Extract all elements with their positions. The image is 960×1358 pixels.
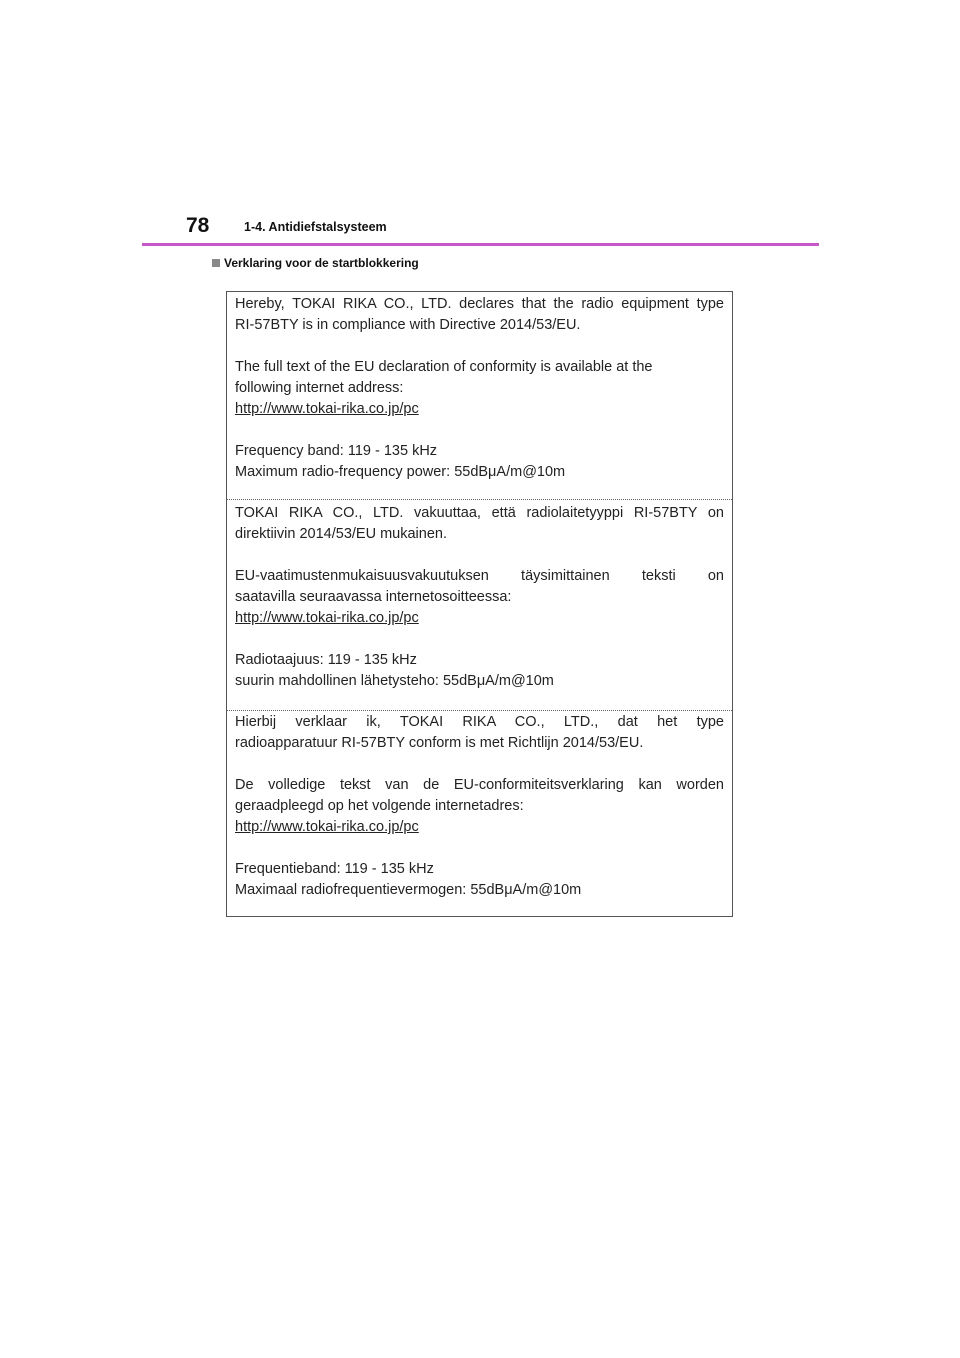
- max-power: Maximum radio-frequency power: 55dBμA/m@10m: [235, 464, 566, 480]
- subheading-text: Verklaring voor de startblokkering: [224, 256, 419, 270]
- declaration-availability: [235, 775, 724, 838]
- page-number: 78: [186, 214, 210, 237]
- declaration-url-link[interactable]: http://www.tokai-rika.co.jp/pc: [235, 610, 419, 626]
- text-line: following internet address:: [235, 380, 404, 396]
- text-line: RI-57BTY is in compliance with Directive 2014/53/EU.: [235, 317, 581, 333]
- text-line: TOKAI RIKA CO., LTD. vakuuttaa, että radiolaitetyyppi RI-57BTY on: [235, 505, 724, 521]
- declaration-url-link[interactable]: http://www.tokai-rika.co.jp/pc: [235, 401, 419, 417]
- text-line: direktiivin 2014/53/EU mukainen.: [235, 526, 447, 542]
- frequency-band: Frequentieband: 119 - 135 kHz: [235, 861, 434, 877]
- declaration-specs: [235, 441, 724, 483]
- declaration-specs: [235, 650, 724, 692]
- section-title: 1-4. Antidiefstalsysteem: [244, 220, 387, 234]
- declaration-english: [227, 294, 732, 500]
- text-line: De volledige tekst van de EU-conformiteitsverklaring kan worden: [235, 777, 724, 793]
- declaration-specs: [235, 859, 724, 901]
- text-line: EU-vaatimustenmukaisuusvakuutuksen täysimittainen teksti on: [235, 568, 724, 584]
- max-power: suurin mahdollinen lähetysteho: 55dBμA/m@10m: [235, 673, 554, 689]
- text-line: Hierbij verklaar ik, TOKAI RIKA CO., LTD., dat het type: [235, 714, 724, 730]
- declaration-dutch: [227, 712, 732, 916]
- text-line: Hereby, TOKAI RIKA CO., LTD. declares that the radio equipment type: [235, 296, 724, 312]
- declaration-box: [226, 291, 733, 917]
- text-line: geraadpleegd op het volgende internetadres:: [235, 798, 524, 814]
- frequency-band: Radiotaajuus: 119 - 135 kHz: [235, 652, 417, 668]
- text-line: radioapparatuur RI-57BTY conform is met Richtlijn 2014/53/EU.: [235, 735, 644, 751]
- declaration-finnish: [227, 503, 732, 711]
- frequency-band: Frequency band: 119 - 135 kHz: [235, 443, 438, 459]
- subheading: [212, 256, 419, 270]
- header-rule: [142, 243, 819, 246]
- max-power: Maximaal radiofrequentievermogen: 55dBμA/m@10m: [235, 882, 582, 898]
- declaration-url-link[interactable]: http://www.tokai-rika.co.jp/pc: [235, 819, 419, 835]
- declaration-availability: [235, 566, 724, 629]
- declaration-statement: [235, 712, 724, 754]
- declaration-availability: [235, 357, 724, 420]
- square-bullet-icon: [212, 259, 220, 267]
- text-line: The full text of the EU declaration of conformity is available at the: [235, 359, 653, 375]
- declaration-statement: [235, 503, 724, 545]
- text-line: saatavilla seuraavassa internetosoitteessa:: [235, 589, 512, 605]
- declaration-statement: [235, 294, 724, 336]
